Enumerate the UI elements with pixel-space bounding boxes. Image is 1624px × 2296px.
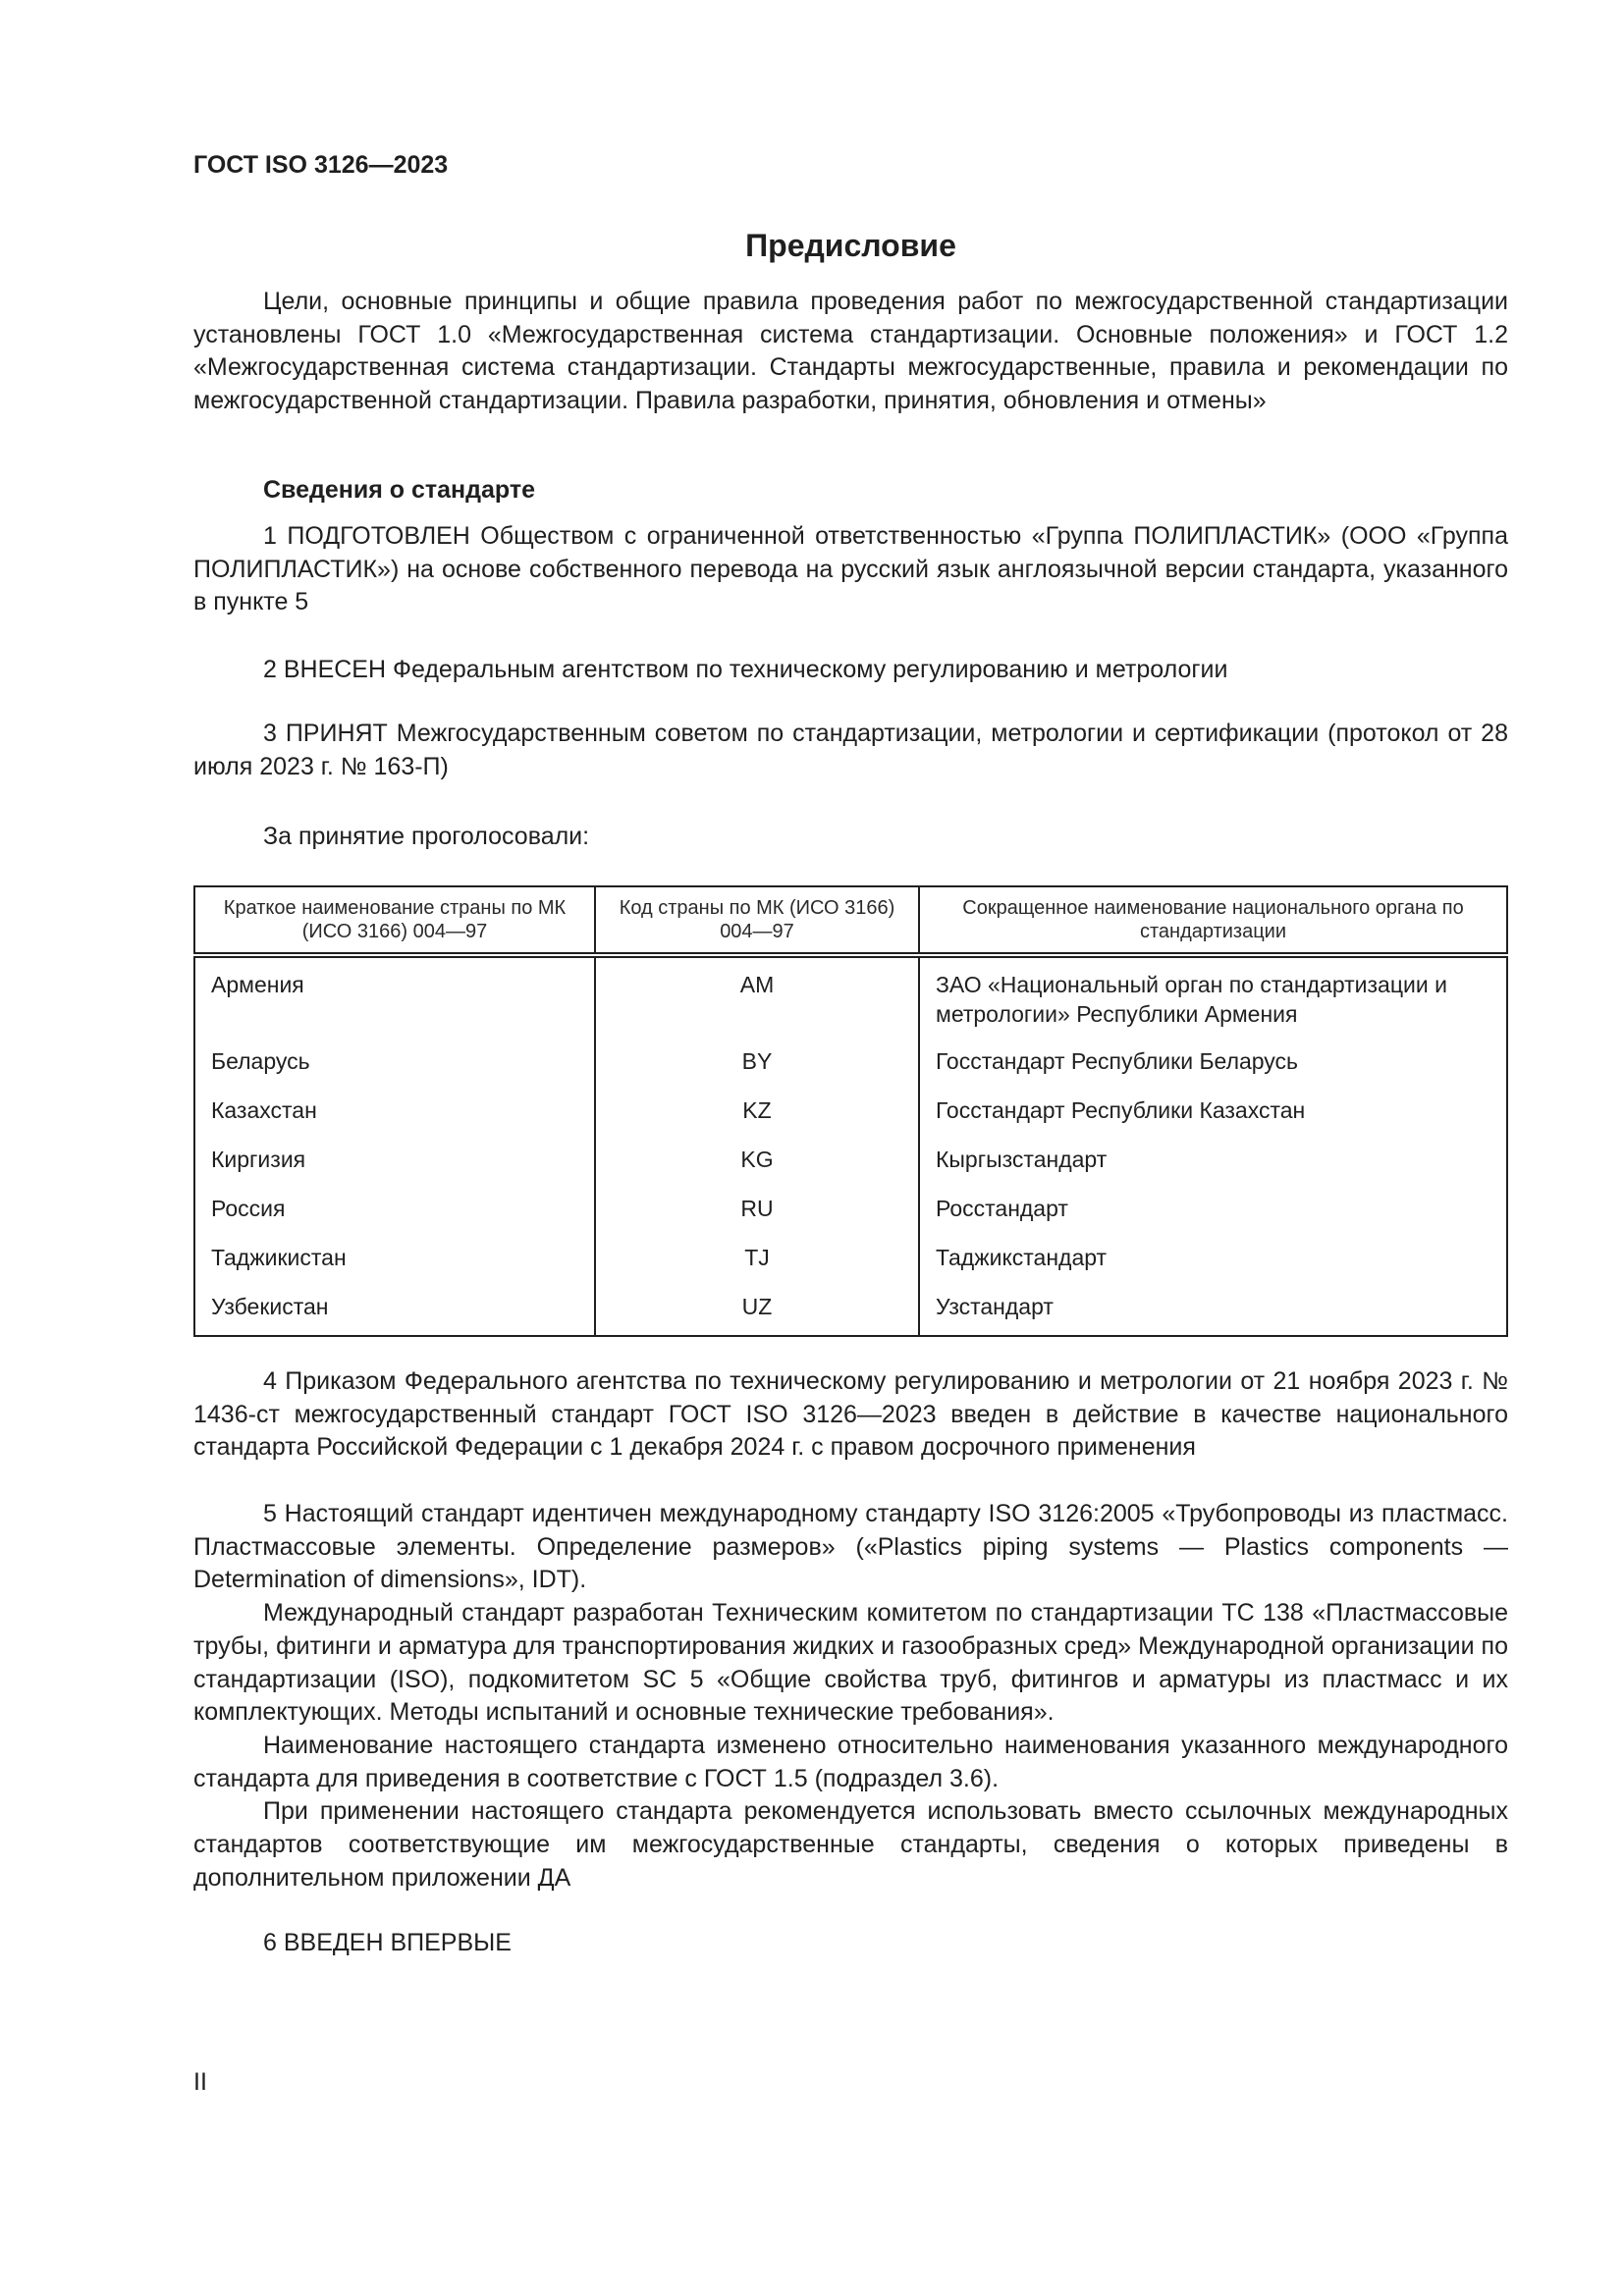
table-row — [194, 1235, 1507, 1284]
table-header-row — [194, 886, 1507, 955]
country-cell: Казахстан — [194, 1088, 595, 1137]
body-cell: Госстандарт Республики Казахстан — [936, 1097, 1306, 1123]
column-header-country: Краткое наименование страны по МК (ИСО 3166) 004—97 — [194, 886, 595, 955]
code-cell: KG — [595, 1137, 919, 1186]
body-cell: Госстандарт Республики Беларусь — [936, 1048, 1299, 1074]
table-row — [194, 1137, 1507, 1186]
code-cell: RU — [595, 1186, 919, 1235]
table-row — [194, 1088, 1507, 1137]
item-5-paragraph: 5 Настоящий стандарт идентичен международному стандарту ISO 3126:2005 «Трубопроводы из пластмасс. Пластмассовые элементы. Определение размеров» («Plastics piping systems — Plastics components — Determination of dimensions», IDT). — [193, 1500, 1508, 1594]
table-row — [194, 1039, 1507, 1088]
item-5-committee-paragraph: Международный стандарт разработан Техническим комитетом по стандартизации ТС 138 «Пластмассовые трубы, фитинги и арматура для транспортирования жидких и газообразных сред» Международной организации по стандартизации (ISO), подкомитетом SC 5 «Общие свойства труб, фитингов и арматуры из пластмасс и их комплектующих. Методы испытаний и основные технические требования». — [193, 1599, 1508, 1727]
country-cell: Киргизия — [194, 1137, 595, 1186]
code-cell: TJ — [595, 1235, 919, 1284]
section-heading: Сведения о стандарте — [263, 476, 536, 504]
table-row — [194, 1186, 1507, 1235]
item-3-paragraph: 3 ПРИНЯТ Межгосударственным советом по стандартизации, метрологии и сертификации (протокол от 28 июля 2023 г. № 163-П) — [193, 720, 1508, 780]
document-id-header: ГОСТ ISO 3126—2023 — [193, 151, 449, 179]
item-5-references-paragraph: При применении настоящего стандарта рекомендуется использовать вместо ссылочных международных стандартов соответствующие им межгосударственные стандарты, сведения о которых приведены в дополнительном приложении ДА — [193, 1797, 1508, 1892]
code-cell: UZ — [595, 1284, 919, 1336]
column-header-code: Код страны по МК (ИСО 3166) 004—97 — [595, 886, 919, 955]
item-4-paragraph: 4 Приказом Федерального агентства по техническому регулированию и метрологии от 21 ноября 2023 г. № 1436-ст межгосударственный стандарт ГОСТ ISO 3126—2023 введен в действие в качестве национального стандарта Российской Федерации с 1 декабря 2024 г. с правом досрочного применения — [193, 1367, 1508, 1462]
code-cell: BY — [595, 1039, 919, 1088]
page-title: Предисловие — [745, 228, 956, 263]
table-row — [194, 1284, 1507, 1336]
country-cell: Беларусь — [194, 1039, 595, 1088]
voting-countries-table — [193, 885, 1508, 1337]
country-cell: Россия — [194, 1186, 595, 1235]
code-cell: AM — [595, 955, 919, 1039]
country-cell: Узбекистан — [194, 1284, 595, 1336]
item-2-paragraph: 2 ВНЕСЕН Федеральным агентством по техническому регулированию и метрологии — [263, 656, 1228, 683]
body-cell: Узстандарт — [936, 1294, 1054, 1319]
intro-paragraph: Цели, основные принципы и общие правила проведения работ по межгосударственной стандартизации установлены ГОСТ 1.0 «Межгосударственная система стандартизации. Основные положения» и ГОСТ 1.2 «Межгосударственная система стандартизации. Стандарты межгосударственные, правила и рекомендации по межгосударственной стандартизации. Правила разработки, принятия, обновления и отмены» — [193, 288, 1508, 415]
column-header-body: Сокращенное наименование национального органа по стандартизации — [919, 886, 1507, 955]
page-number: II — [193, 2068, 207, 2096]
country-cell: Армения — [194, 955, 595, 1039]
item-5-name-change-paragraph: Наименование настоящего стандарта изменено относительно наименования указанного международного стандарта для приведения в соответствие с ГОСТ 1.5 (подраздел 3.6). — [193, 1731, 1508, 1792]
item-1-paragraph: 1 ПОДГОТОВЛЕН Обществом с ограниченной ответственностью «Группа ПОЛИПЛАСТИК» (ООО «Группа ПОЛИПЛАСТИК») на основе собственного перевода на русский язык англоязычной версии стандарта, указанного в пункте 5 — [193, 522, 1508, 616]
body-cell: Таджикстандарт — [936, 1245, 1108, 1270]
body-cell: Росстандарт — [936, 1196, 1068, 1221]
item-5-block — [193, 1498, 1508, 1895]
body-cell: ЗАО «Национальный орган по стандартизации и метрологии» Республики Армения — [936, 972, 1447, 1027]
code-cell: KZ — [595, 1088, 919, 1137]
country-cell: Таджикистан — [194, 1235, 595, 1284]
voted-label: За принятие проголосовали: — [263, 823, 590, 850]
table-row — [194, 955, 1507, 1039]
body-cell: Кыргызстандарт — [936, 1147, 1108, 1172]
item-6-paragraph: 6 ВВЕДЕН ВПЕРВЫЕ — [263, 1929, 512, 1956]
